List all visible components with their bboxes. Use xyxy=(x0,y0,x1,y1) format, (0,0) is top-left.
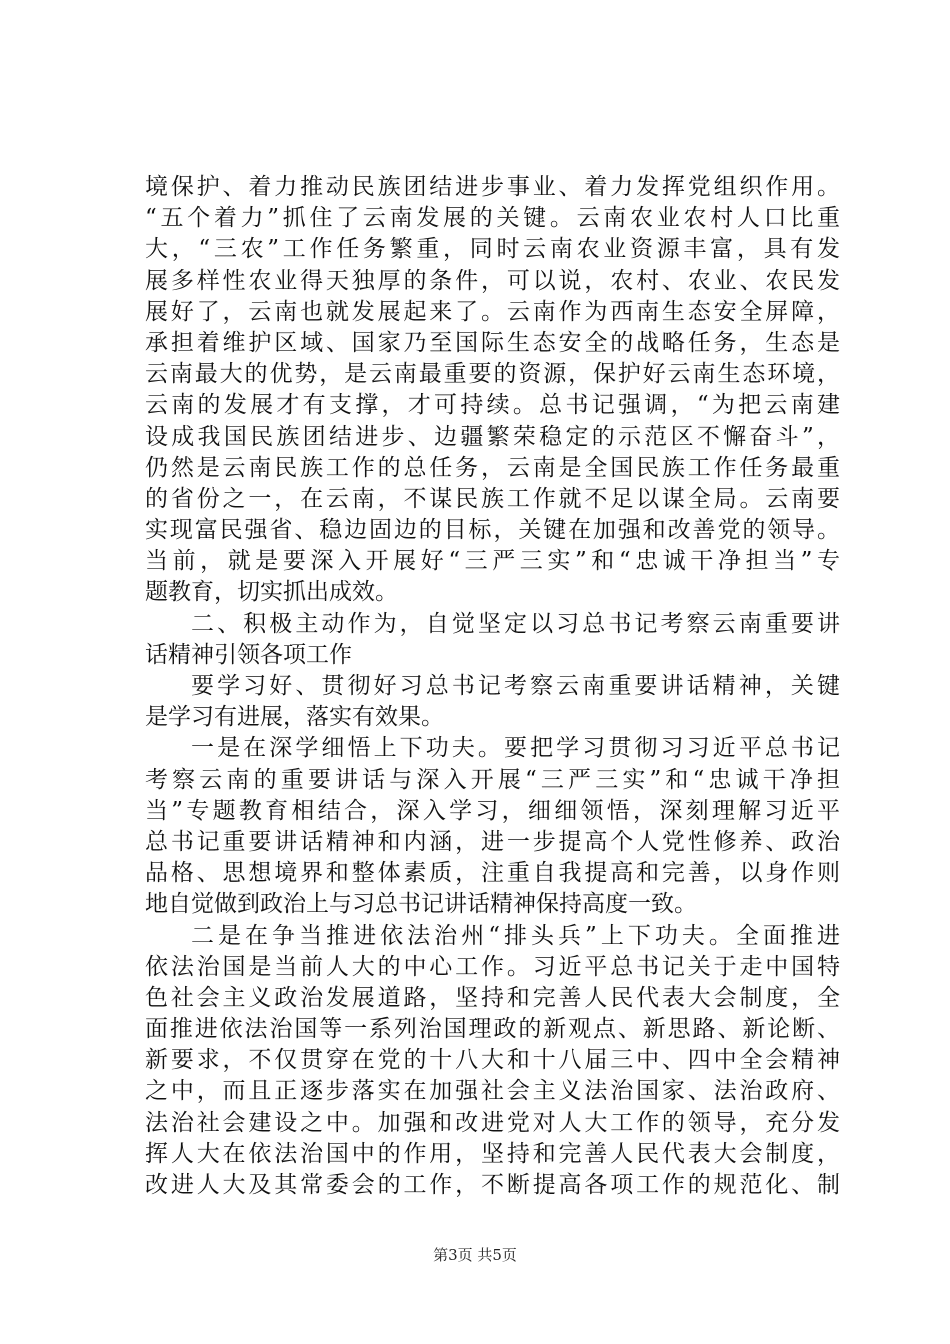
text-line: 的省份之一，在云南，不谋民族工作就不足以谋全局。云南要 xyxy=(145,485,840,512)
text-line: 要学习好、贯彻好习总书记考察云南重要讲话精神，关键 xyxy=(191,673,840,699)
text-line: 云南最大的优势，是云南最重要的资源，保护好云南生态环境， xyxy=(145,361,840,388)
text-line: 大，“三农”工作任务繁重，同时云南农业资源丰富，具有发 xyxy=(145,236,840,263)
text-line: 是学习有进展，落实有效果。 xyxy=(145,704,444,731)
text-line: 色社会主义政治发展道路，坚持和完善人民代表大会制度，全 xyxy=(145,984,840,1011)
text-line: 二是在争当推进依法治州“排头兵”上下功夫。全面推进 xyxy=(191,922,840,949)
text-line: 地自觉做到政治上与习总书记讲话精神保持高度一致。 xyxy=(145,891,697,918)
text-line: 话精神引领各项工作 xyxy=(145,641,352,668)
text-line: 承担着维护区域、国家乃至国际生态安全的战略任务，生态是 xyxy=(145,329,840,356)
text-line: 云南的发展才有支撑，才可持续。总书记强调，“为把云南建 xyxy=(145,392,840,419)
text-line: 设成我国民族团结进步、边疆繁荣稳定的示范区不懈奋斗”， xyxy=(145,423,840,450)
text-line: 之中，而且正逐步落实在加强社会主义法治国家、法治政府、 xyxy=(145,1078,840,1105)
text-line: 展好了，云南也就发展起来了。云南作为西南生态安全屏障， xyxy=(145,298,840,325)
text-line: 总书记重要讲话精神和内涵，进一步提高个人党性修养、政治 xyxy=(145,828,840,855)
text-line: 实现富民强省、稳边固边的目标，关键在加强和改善党的领导。 xyxy=(145,517,840,544)
text-line: 一是在深学细悟上下功夫。要把学习贯彻习习近平总书记 xyxy=(191,735,840,762)
text-line: 依法治国是当前人大的中心工作。习近平总书记关于走中国特 xyxy=(145,953,840,980)
text-line: 面推进依法治国等一系列治国理政的新观点、新思路、新论断、 xyxy=(145,1016,840,1043)
text-line: 法治社会建设之中。加强和改进党对人大工作的领导，充分发 xyxy=(145,1109,840,1136)
text-line: 挥人大在依法治国中的作用，坚持和完善人民代表大会制度， xyxy=(145,1140,840,1167)
text-line: 新要求，不仅贯穿在党的十八大和十八届三中、四中全会精神 xyxy=(145,1047,840,1074)
text-line: 仍然是云南民族工作的总任务，云南是全国民族工作任务最重 xyxy=(145,454,840,481)
text-line: 品格、思想境界和整体素质，注重自我提高和完善，以身作则 xyxy=(145,860,840,887)
document-body xyxy=(145,172,840,1201)
text-line: 改进人大及其常委会的工作，不断提高各项工作的规范化、制 xyxy=(145,1172,840,1198)
text-line: “五个着力”抓住了云南发展的关键。云南农业农村人口比重 xyxy=(145,205,840,232)
text-line: 境保护、着力推动民族团结进步事业、着力发挥党组织作用。 xyxy=(145,174,840,200)
text-line: 展多样性农业得天独厚的条件，可以说，农村、农业、农民发 xyxy=(145,267,840,294)
text-line: 题教育，切实抓出成效。 xyxy=(145,579,398,606)
text-line: 二、积极主动作为，自觉坚定以习总书记考察云南重要讲 xyxy=(191,610,840,637)
page-footer: 第3页 共5页 xyxy=(433,1246,517,1264)
text-line: 考察云南的重要讲话与深入开展“三严三实”和“忠诚干净担 xyxy=(145,766,840,793)
text-line: 当”专题教育相结合，深入学习，细细领悟，深刻理解习近平 xyxy=(145,797,840,824)
text-line: 当前，就是要深入开展好“三严三实”和“忠诚干净担当”专 xyxy=(145,548,840,575)
